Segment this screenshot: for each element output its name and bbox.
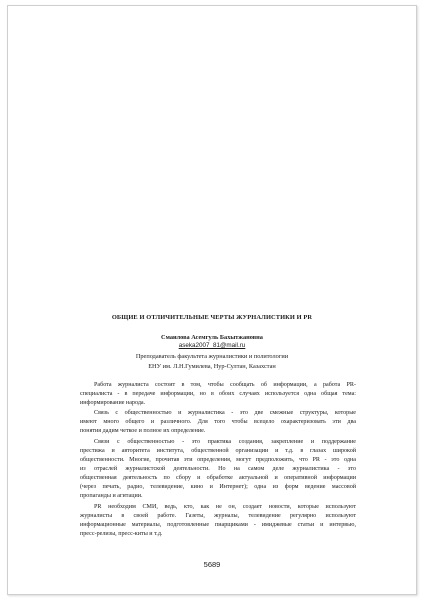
- page-number: 5689: [203, 560, 221, 569]
- body-line: пропаганды и агитации.: [80, 493, 143, 499]
- body-line: Связи с общественностью - это практика создания, закрепление и поддержание: [94, 439, 356, 445]
- body-line: престижа и авторитета института, общественной организации и т.д. в глазах широкой: [80, 448, 356, 454]
- article-title: ОБЩИЕ И ОТЛИЧИТЕЛЬНЫЕ ЧЕРТЫ ЖУРНАЛИСТИКИ И PR: [111, 314, 313, 321]
- body-line: понятия дадим четкое и полное их определение.: [80, 428, 206, 434]
- body-line: пресс-релизы, пресс-киты и т.д.: [80, 531, 163, 537]
- body-line: журналисты в своей работе. Газеты, журналы, телевидение регулярно используют: [80, 513, 356, 519]
- body-line: PR необходим СМИ, ведь, кто, как не он, создает новости, которые используют: [94, 504, 356, 510]
- body-line: общественности. Многие, прочитав эти определения, могут предположить, что PR - это одна: [80, 457, 356, 463]
- author-name: Смаилова Асемгуль Бахытжановна: [161, 334, 263, 341]
- body-line: специалиста - в передаче информации, но в обоих случаях используется одна общая тема:: [80, 391, 356, 397]
- body-line: Работа журналиста состоит в том, чтобы сообщать об информации, а работа PR-: [94, 382, 356, 388]
- body-line: из отраслей журналистской деятельности. Но на самом деле журналистика - это: [80, 466, 356, 472]
- body-line: информирование народа.: [80, 400, 146, 406]
- body-line: общественная деятельность по сбору и обработке актуальной и оперативной информации: [80, 475, 356, 481]
- author-institution: ЕНУ им. Л.Н.Гумилева, Нур-Султан, Казахстан: [148, 363, 276, 370]
- body-line: имеют много общего и различного. Для того чтобы всецело охарактеризовать эти два: [80, 419, 356, 425]
- body-line: информационные материалы, подготовленные пиарщиками - имиджевые статьи и интервью,: [80, 522, 356, 528]
- body-line: Связь с общественностью и журналистика - это две смежные структуры, которые: [94, 410, 356, 416]
- body-line: (через печать, радио, телевидение, кино и Интернет); одна из форм ведение массовой: [80, 484, 356, 490]
- author-email[interactable]: aseka2007_81@mail.ru: [178, 342, 246, 349]
- author-position: Преподаватель факультета журналистики и политологии: [135, 353, 289, 360]
